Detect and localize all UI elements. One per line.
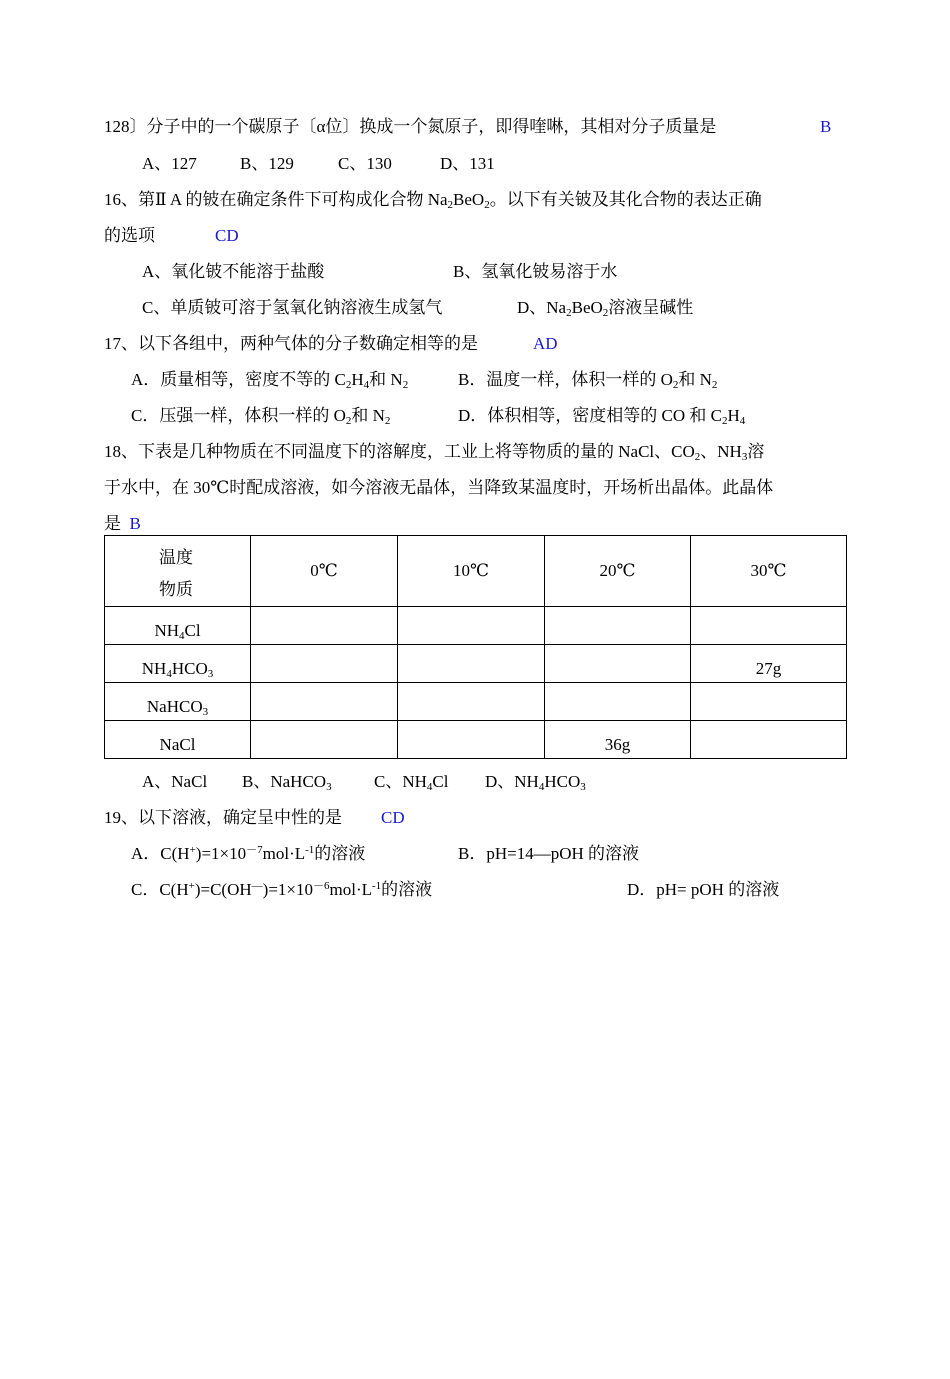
substance-name-part: NaHCO — [146, 697, 203, 716]
q16-stem-part3: 。以下有关铍及其化合物的表达正确 — [489, 190, 762, 209]
table-row — [105, 607, 847, 645]
q19-stem: 19、以下溶液，确定呈中性的是 — [104, 808, 342, 827]
q17-a-sub: 2 — [345, 379, 352, 391]
q18-option-a: A、NaCl — [142, 772, 208, 791]
q18-stem-line2: 于水中，在 30℃时配成溶液，如今溶液无晶体，当降致某温度时，开场析出晶体。此晶体 — [104, 478, 774, 497]
q16-option-c: C、单质铍可溶于氢氧化钠溶液生成氢气 — [142, 298, 443, 317]
solubility-table — [104, 535, 847, 759]
q17-c-part1: C．压强一样，体积一样的 O — [131, 406, 346, 425]
q18-c-sub: 4 — [426, 781, 433, 793]
q19-option-d: D．pH= pOH 的溶液 — [627, 880, 780, 899]
q19-answer: CD — [381, 808, 405, 827]
substance-sub: 4 — [179, 630, 185, 642]
table-cell — [545, 645, 691, 683]
substance-sub: 3 — [202, 706, 209, 718]
q16-stem-line2-text: 的选项 — [104, 226, 155, 245]
table-header-temp: 0℃ — [251, 536, 398, 607]
q17-b-part2: 和 N — [678, 370, 712, 389]
q16-option-d-part3: 溶液呈碱性 — [608, 298, 694, 317]
q19-c-part3: )=1×10 — [262, 880, 313, 899]
q19-option-b: B．pH=14—pOH 的溶液 — [458, 844, 640, 863]
q18-b-sub: 3 — [326, 781, 332, 793]
q16-answer: CD — [215, 226, 239, 245]
q17-d-sub: 2 — [721, 415, 728, 427]
q17-option-a — [131, 369, 408, 391]
table-cell — [545, 607, 691, 645]
table-header-temp: 20℃ — [545, 536, 691, 607]
q17-a-part1: A．质量相等，密度不等的 C — [131, 370, 346, 389]
q16-option-b: B、氢氧化铍易溶于水 — [453, 262, 618, 281]
table-cell — [691, 607, 847, 645]
q18-stem-line1 — [104, 441, 764, 463]
corner-temp-label: 温度 — [159, 548, 193, 567]
table-row — [105, 683, 847, 721]
q18-line1-sub: 3 — [741, 451, 748, 463]
q16-option-a: A、氧化铍不能溶于盐酸 — [142, 262, 325, 281]
q18-option-b — [242, 771, 332, 793]
q18-d-part1: D、NH — [485, 772, 539, 791]
q18-option-d — [485, 771, 586, 793]
table-cell — [691, 721, 847, 759]
table-row — [105, 645, 847, 683]
q18-line1-part3: 溶 — [747, 442, 765, 461]
table-cell — [691, 683, 847, 721]
q19-c-sup: -1 — [372, 880, 382, 892]
q19-c-part5: 的溶液 — [381, 880, 433, 899]
table-cell: 36g — [545, 721, 691, 759]
q19-c-sup: －6 — [313, 880, 330, 892]
table-cell — [251, 607, 398, 645]
q18-d-part2: HCO — [544, 772, 581, 791]
table-header-temp: 30℃ — [691, 536, 847, 607]
q18-stem-line3 — [104, 513, 141, 535]
substance-name-part: HCO — [171, 659, 208, 678]
q17-option-c — [131, 405, 390, 427]
q17-stem: 17、以下各组中，两种气体的分子数确定相等的是 — [104, 334, 478, 353]
q17-c-sub: 2 — [384, 415, 391, 427]
table-cell — [398, 683, 545, 721]
corner-substance-label: 物质 — [159, 580, 193, 599]
q19-a-part4: 的溶液 — [314, 844, 366, 863]
q19-a-sup: + — [189, 844, 196, 856]
q19-a-part1: A．C(H — [131, 844, 190, 863]
table-cell — [251, 721, 398, 759]
q16-stem-part1: 16、第Ⅱ A 的铍在确定条件下可构成化合物 Na — [104, 190, 448, 209]
q17-option-b — [458, 369, 717, 391]
q17-d-part2: H — [727, 406, 740, 425]
q16-option-d-part2: BeO — [571, 298, 603, 317]
q19-option-a — [131, 843, 365, 865]
table-cell — [398, 721, 545, 759]
q128-stem-line — [104, 116, 716, 138]
q19-a-sup: －7 — [246, 844, 263, 856]
q18-d-sub: 3 — [580, 781, 586, 793]
q16-sub: 2 — [484, 199, 490, 211]
q128-option-d: D、131 — [440, 154, 495, 173]
q19-option-c — [131, 879, 432, 901]
q19-answer-line — [381, 807, 405, 829]
q18-line3-text: 是 — [104, 514, 121, 533]
q16-option-d-sub: 2 — [566, 307, 572, 319]
q16-sub: 2 — [447, 199, 454, 211]
table-cell: 27g — [691, 645, 847, 683]
table-cell — [398, 607, 545, 645]
q19-c-part1: C．C(H — [131, 880, 189, 899]
q19-a-sup: -1 — [305, 844, 315, 856]
table-header-row — [105, 536, 847, 607]
q18-line1-part2: 、NH — [700, 442, 742, 461]
q18-c-part2: Cl — [432, 772, 449, 791]
q18-line1-sub: 2 — [694, 451, 701, 463]
q18-c-part1: C、NH — [374, 772, 427, 791]
q17-c-sub: 2 — [345, 415, 352, 427]
q19-c-sup: — — [251, 880, 263, 892]
q17-a-part3: 和 N — [369, 370, 403, 389]
q18-b-part1: B、NaHCO — [242, 772, 327, 791]
q128-answer-line — [820, 116, 831, 138]
q18-option-c — [374, 771, 448, 793]
q128-answer: B — [820, 117, 832, 136]
table-cell — [251, 683, 398, 721]
q16-option-d — [517, 297, 693, 319]
q18-d-sub: 4 — [538, 781, 545, 793]
q16-answer-line — [215, 225, 239, 247]
q18-answer: B — [129, 514, 141, 533]
q128-option-b: B、129 — [240, 154, 294, 173]
substance-name-part: NH — [154, 621, 179, 640]
table-row-substance: NaCl — [105, 721, 251, 759]
q17-d-part1: D．体积相等，密度相等的 CO 和 C — [458, 406, 722, 425]
q17-c-part2: 和 N — [351, 406, 385, 425]
q128-option-c: C、130 — [338, 154, 392, 173]
table-corner-header — [105, 536, 251, 607]
q16-stem-line — [104, 189, 762, 211]
table-row-substance — [105, 645, 251, 683]
q17-d-sub: 4 — [739, 415, 746, 427]
q17-option-d — [458, 405, 745, 427]
table-cell — [398, 645, 545, 683]
q17-a-sub: 2 — [402, 379, 409, 391]
q17-answer: AD — [533, 334, 558, 353]
q19-a-part3: mol·L — [262, 844, 306, 863]
q19-stem-line — [104, 807, 342, 829]
q128-option-a: A、127 — [142, 154, 197, 173]
q16-option-d-part1: D、Na — [517, 298, 567, 317]
q19-c-part2: )=C(OH — [194, 880, 252, 899]
substance-sub: 4 — [166, 668, 172, 680]
q17-b-sub: 2 — [672, 379, 679, 391]
substance-name-part: NH — [141, 659, 167, 678]
table-cell — [251, 645, 398, 683]
q17-answer-line — [533, 333, 558, 355]
table-row — [105, 721, 847, 759]
q18-line1-part1: 18、下表是几种物质在不同温度下的溶解度，工业上将等物质的量的 NaCl、CO — [104, 442, 695, 461]
q19-c-part4: mol·L — [329, 880, 372, 899]
substance-sub: 3 — [207, 668, 214, 680]
table-cell — [545, 683, 691, 721]
q17-a-part2: H — [351, 370, 364, 389]
table-row-substance — [105, 683, 251, 721]
q16-stem-line2 — [104, 225, 155, 247]
q17-a-sub: 4 — [363, 379, 370, 391]
q16-option-d-sub: 2 — [602, 307, 609, 319]
substance-name-part: Cl — [184, 621, 201, 640]
q19-a-part2: )=1×10 — [195, 844, 247, 863]
q19-c-sup: + — [188, 880, 195, 892]
table-row-substance — [105, 607, 251, 645]
table-header-temp: 10℃ — [398, 536, 545, 607]
q16-stem-part2: BeO — [453, 190, 485, 209]
q17-b-sub: 2 — [711, 379, 718, 391]
q128-stem: 128〕分子中的一个碳原子〔α位〕换成一个氮原子，即得喹啉，其相对分子质量是 — [104, 117, 717, 136]
q17-b-part1: B．温度一样，体积一样的 O — [458, 370, 673, 389]
q17-stem-line — [104, 333, 478, 355]
